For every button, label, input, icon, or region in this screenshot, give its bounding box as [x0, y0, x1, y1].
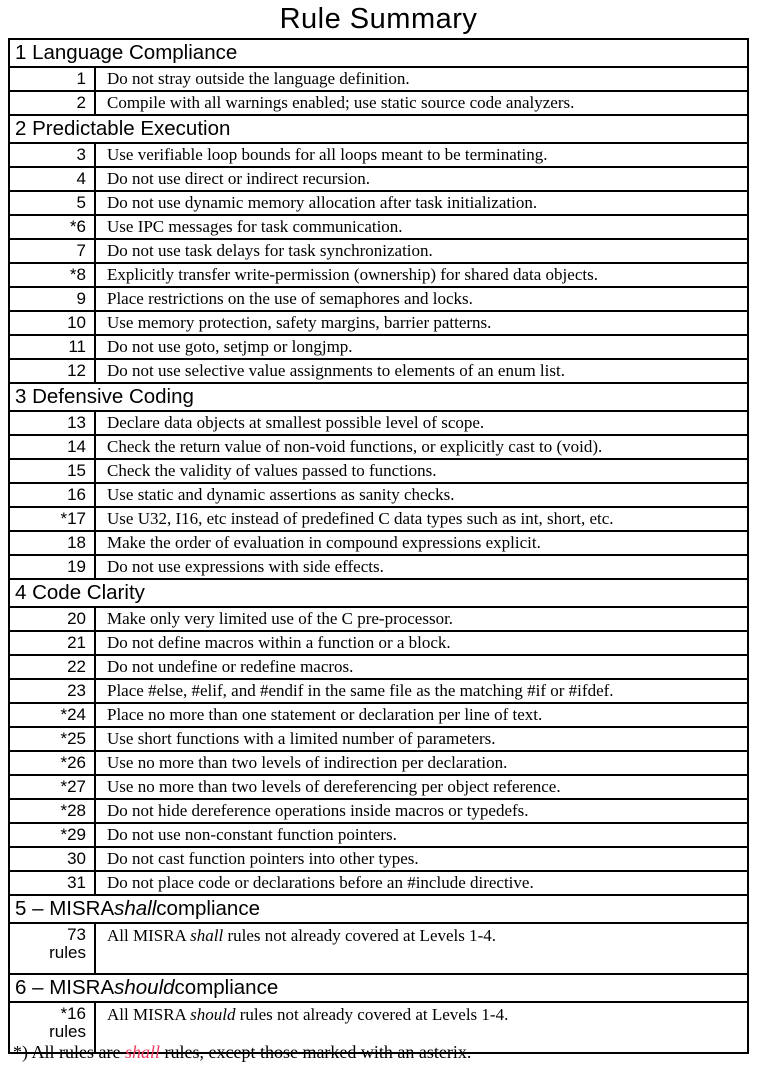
section-header	[10, 894, 747, 922]
rule-number-cell	[10, 704, 96, 726]
rule-number: 14	[67, 437, 86, 456]
rule-description	[96, 752, 747, 774]
rule-description	[96, 800, 747, 822]
text-fragment: Compile with all warnings enabled; use static source code analyzers.	[107, 93, 575, 112]
text-fragment: Place #else, #elif, and #endif in the same file as the matching #if or #ifdef.	[107, 681, 614, 700]
rule-row	[10, 458, 747, 482]
text-fragment: Use short functions with a limited number of parameters.	[107, 729, 496, 748]
text-fragment: 5 – MISRA	[15, 897, 115, 920]
rule-number: 5	[76, 193, 86, 212]
rule-row	[10, 482, 747, 506]
emphasis-text: should	[190, 1005, 236, 1024]
rule-description	[96, 92, 747, 114]
rule-number: 4	[76, 169, 86, 188]
rule-number: 3	[76, 145, 86, 164]
rule-description	[96, 776, 747, 798]
rule-number: 73	[67, 925, 86, 944]
text-fragment: 3 Defensive Coding	[15, 385, 194, 408]
rule-row	[10, 286, 747, 310]
rule-row	[10, 702, 747, 726]
section-header	[10, 114, 747, 142]
rule-number: 16	[67, 485, 86, 504]
text-fragment: rules not already covered at Levels 1-4.	[235, 1005, 509, 1024]
rule-row	[10, 142, 747, 166]
rule-description	[96, 264, 747, 286]
text-fragment: rules, except those marked with an asterix.	[159, 1042, 472, 1062]
text-fragment: Do not define macros within a function or a block.	[107, 633, 451, 652]
text-fragment: Do not place code or declarations before an #include directive.	[107, 873, 534, 892]
rule-row	[10, 922, 747, 973]
rule-number: *8	[69, 265, 86, 284]
rule-number-cell	[10, 728, 96, 750]
rule-number: 15	[67, 461, 86, 480]
rule-number-cell	[10, 460, 96, 482]
rule-row	[10, 358, 747, 382]
rule-description	[96, 872, 747, 894]
text-fragment: Explicitly transfer write-permission (ownership) for shared data objects.	[107, 265, 598, 284]
rule-number-cell	[10, 92, 96, 114]
section-header	[10, 382, 747, 410]
rule-number: *28	[60, 801, 86, 820]
text-fragment: compliance	[156, 897, 260, 920]
text-fragment: Use IPC messages for task communication.	[107, 217, 403, 236]
text-fragment: 4 Code Clarity	[15, 581, 145, 604]
rule-description	[96, 436, 747, 458]
text-fragment: Make the order of evaluation in compound expressions explicit.	[107, 533, 541, 552]
rule-number-cell	[10, 144, 96, 166]
rule-row	[10, 410, 747, 434]
rule-description	[96, 68, 747, 90]
rule-number-cell	[10, 872, 96, 894]
rule-row	[10, 66, 747, 90]
rule-number-cell	[10, 216, 96, 238]
text-fragment: Use no more than two levels of indirection per declaration.	[107, 753, 508, 772]
rule-description	[96, 632, 747, 654]
rule-row	[10, 654, 747, 678]
text-fragment: Do not use dynamic memory allocation after task initialization.	[107, 193, 538, 212]
text-fragment: Check the validity of values passed to functions.	[107, 461, 437, 480]
rule-number: 31	[67, 873, 86, 892]
rule-number-cell	[10, 824, 96, 846]
rule-number-cell	[10, 68, 96, 90]
text-fragment: Do not undefine or redefine macros.	[107, 657, 354, 676]
rule-row	[10, 750, 747, 774]
rule-number-cell	[10, 532, 96, 554]
rule-row	[10, 678, 747, 702]
section-header	[10, 40, 747, 66]
rule-description	[96, 288, 747, 310]
text-fragment: Make only very limited use of the C pre-processor.	[107, 609, 454, 628]
rule-number: *29	[60, 825, 86, 844]
text-fragment: Use static and dynamic assertions as sanity checks.	[107, 485, 455, 504]
emphasis-text: shall	[124, 1042, 160, 1062]
text-fragment: All MISRA	[107, 1005, 191, 1024]
text-fragment: Do not use direct or indirect recursion.	[107, 169, 370, 188]
rule-row	[10, 262, 747, 286]
text-fragment: rules not already covered at Levels 1-4.	[223, 926, 497, 945]
text-fragment: Declare data objects at smallest possible level of scope.	[107, 413, 485, 432]
section-header	[10, 973, 747, 1001]
text-fragment: Use no more than two levels of dereferencing per object reference.	[107, 777, 561, 796]
rule-number-cell	[10, 924, 96, 973]
rule-number-cell	[10, 360, 96, 382]
rule-number-cell	[10, 484, 96, 506]
rule-row	[10, 214, 747, 238]
text-fragment: 2 Predictable Execution	[15, 117, 231, 140]
rule-number: *24	[60, 705, 86, 724]
text-fragment: Place no more than one statement or declaration per line of text.	[107, 705, 543, 724]
rule-number: 21	[67, 633, 86, 652]
rule-number-cell	[10, 336, 96, 358]
rule-number-cell	[10, 508, 96, 530]
rule-number: 22	[67, 657, 86, 676]
rule-number-cell	[10, 192, 96, 214]
rule-row	[10, 846, 747, 870]
page-title: Rule Summary	[279, 3, 478, 35]
rule-description	[96, 312, 747, 334]
text-fragment: *) All rules are	[13, 1042, 125, 1062]
text-fragment: Do not use selective value assignments to elements of an enum list.	[107, 361, 565, 380]
rule-number-cell	[10, 752, 96, 774]
rule-number: 20	[67, 609, 86, 628]
text-fragment: Place restrictions on the use of semaphores and locks.	[107, 289, 473, 308]
rule-row	[10, 310, 747, 334]
rule-number-cell	[10, 240, 96, 262]
rule-number: *16	[60, 1004, 86, 1023]
rule-row	[10, 190, 747, 214]
rule-description	[96, 556, 747, 578]
rule-description	[96, 240, 747, 262]
rule-description	[96, 924, 747, 973]
rule-description	[96, 460, 747, 482]
rule-number: *6	[69, 217, 86, 236]
rule-description	[96, 360, 747, 382]
rule-description	[96, 532, 747, 554]
rule-row	[10, 798, 747, 822]
text-fragment: compliance	[174, 976, 279, 999]
text-fragment: Do not use task delays for task synchronization.	[107, 241, 433, 260]
rule-row	[10, 530, 747, 554]
rule-row	[10, 774, 747, 798]
rule-row	[10, 334, 747, 358]
rule-number-cell	[10, 436, 96, 458]
rule-number-cell	[10, 264, 96, 286]
rule-description	[96, 680, 747, 702]
text-fragment: Use memory protection, safety margins, barrier patterns.	[107, 313, 492, 332]
text-fragment: Do not cast function pointers into other types.	[107, 849, 419, 868]
rule-number: 7	[76, 241, 86, 260]
rule-number-cell	[10, 312, 96, 334]
rule-number: *25	[60, 729, 86, 748]
rule-description	[96, 216, 747, 238]
rule-number-cell	[10, 608, 96, 630]
text-fragment: All MISRA	[107, 926, 191, 945]
rule-row	[10, 606, 747, 630]
rule-row	[10, 166, 747, 190]
rule-number: 9	[76, 289, 86, 308]
emphasis-text: should	[114, 976, 175, 999]
rule-row	[10, 870, 747, 894]
rule-number-cell	[10, 412, 96, 434]
section-header	[10, 578, 747, 606]
rule-number: 1	[76, 69, 86, 88]
rule-row	[10, 238, 747, 262]
text-fragment: Do not use non-constant function pointers.	[107, 825, 397, 844]
rule-number-unit: rules	[49, 943, 86, 962]
rule-description	[96, 608, 747, 630]
text-fragment: Use U32, I16, etc instead of predefined C data types such as int, short, etc.	[107, 509, 614, 528]
rule-description	[96, 144, 747, 166]
rule-row	[10, 822, 747, 846]
rule-number-cell	[10, 776, 96, 798]
rule-number: 10	[67, 313, 86, 332]
rule-number-cell	[10, 168, 96, 190]
rule-number-cell	[10, 632, 96, 654]
rule-number: 12	[67, 361, 86, 380]
rule-row	[10, 90, 747, 114]
text-fragment: Do not hide dereference operations inside macros or typedefs.	[107, 801, 529, 820]
rule-description	[96, 824, 747, 846]
text-fragment: Check the return value of non-void functions, or explicitly cast to (void).	[107, 437, 603, 456]
rule-row	[10, 506, 747, 530]
rule-number-cell	[10, 800, 96, 822]
rule-number-cell	[10, 680, 96, 702]
rule-description	[96, 412, 747, 434]
rule-description	[96, 848, 747, 870]
rule-description	[96, 656, 747, 678]
rule-number-cell	[10, 656, 96, 678]
rule-description	[96, 728, 747, 750]
rule-number: 13	[67, 413, 86, 432]
emphasis-text: shall	[114, 897, 157, 920]
rule-number: 2	[76, 93, 86, 112]
rule-summary-table	[8, 38, 749, 1054]
rule-number: *17	[60, 509, 86, 528]
footnote	[13, 1042, 471, 1062]
rule-description	[96, 704, 747, 726]
rule-row	[10, 630, 747, 654]
rule-number-cell	[10, 848, 96, 870]
text-fragment: Do not stray outside the language definition.	[107, 69, 410, 88]
rule-number-cell	[10, 288, 96, 310]
rule-description	[96, 192, 747, 214]
rule-description	[96, 508, 747, 530]
rule-number: *26	[60, 753, 86, 772]
text-fragment: 1 Language Compliance	[15, 41, 238, 64]
rule-description	[96, 484, 747, 506]
text-fragment: Do not use goto, setjmp or longjmp.	[107, 337, 353, 356]
rule-number: *27	[60, 777, 86, 796]
text-fragment: 6 – MISRA	[15, 976, 115, 999]
rule-description	[96, 336, 747, 358]
rule-number: 30	[67, 849, 86, 868]
rule-row	[10, 434, 747, 458]
rule-description	[96, 168, 747, 190]
rule-number: 23	[67, 681, 86, 700]
text-fragment: Do not use expressions with side effects.	[107, 557, 384, 576]
rule-number: 18	[67, 533, 86, 552]
rule-number-cell	[10, 556, 96, 578]
rule-number-unit: rules	[49, 1022, 86, 1041]
rule-row	[10, 726, 747, 750]
rule-number: 19	[67, 557, 86, 576]
rule-number: 11	[68, 337, 86, 356]
text-fragment: Use verifiable loop bounds for all loops meant to be terminating.	[107, 145, 548, 164]
rule-row	[10, 554, 747, 578]
emphasis-text: shall	[190, 926, 224, 945]
